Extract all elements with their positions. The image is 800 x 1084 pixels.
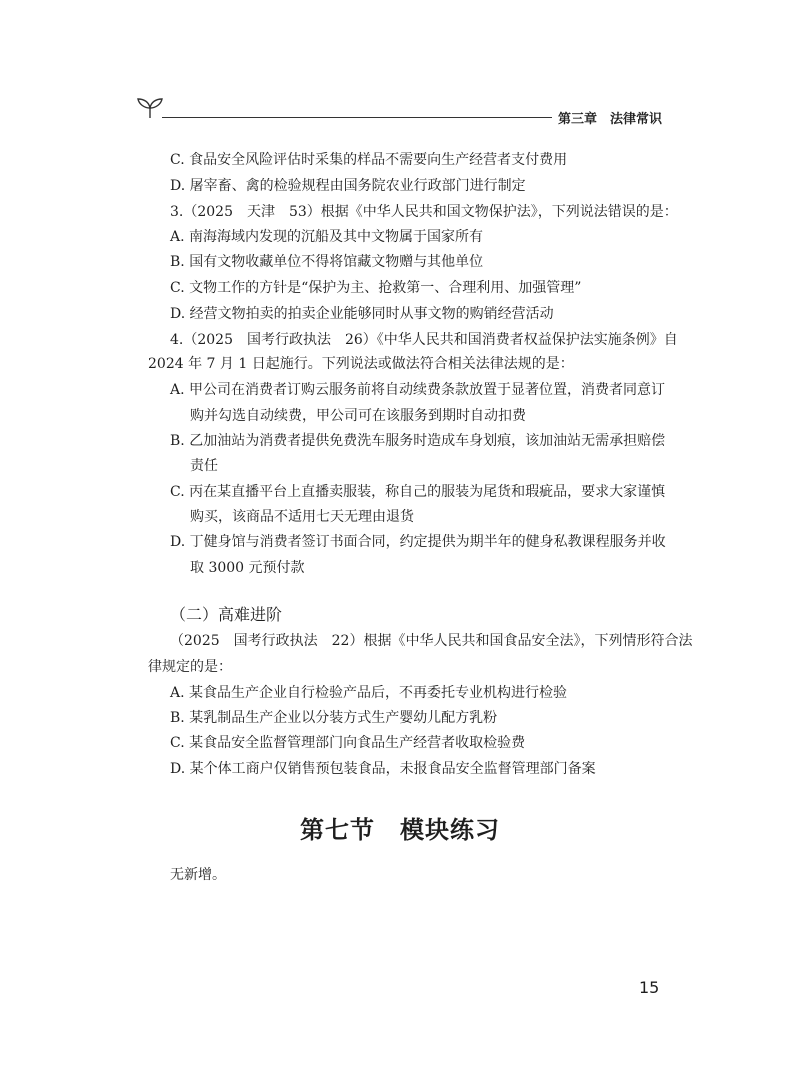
option-text: D. 屠宰畜、禽的检验规程由国务院农业行政部门进行制定 [170,178,526,194]
option-text: D. 某个体工商户仅销售预包装食品，未报食品安全监督管理部门备案 [170,761,596,777]
page-number: 15 [639,978,660,997]
question-text: 律规定的是： [148,659,232,675]
page-header [0,0,800,130]
chapter-title: 第三章 法律常识 [558,112,663,127]
question-text: 2024 年 7 月 1 日起施行。下列说法或做法符合相关法律法规的是： [148,356,574,372]
option-text: C. 丙在某直播平台上直播卖服装，称自己的服装为尾货和瑕疵品，要求大家谨慎 [170,484,666,500]
option-text: 购买，该商品不适用七天无理由退货 [190,509,414,525]
option-text: D. 经营文物拍卖的拍卖企业能够同时从事文物的购销经营活动 [170,306,554,322]
question-text: （2025 国考行政执法 22）根据《中华人民共和国食品安全法》，下列情形符合法 [170,633,693,649]
option-text: C. 某食品安全监督管理部门向食品生产经营者收取检验费 [170,735,526,751]
option-text: B. 某乳制品生产企业以分装方式生产婴幼儿配方乳粉 [170,710,498,726]
option-text: B. 乙加油站为消费者提供免费洗车服务时造成车身划痕，该加油站无需承担赔偿 [170,433,666,449]
option-text: C. 文物工作的方针是“保护为主、抢救第一、合理利用、加强管理” [170,280,582,296]
option-text: B. 国有文物收藏单位不得将馆藏文物赠与其他单位 [170,254,484,270]
section-heading: 第七节 模块练习 [300,816,500,844]
option-text: 购并勾选自动续费，甲公司可在该服务到期时自动扣费 [190,408,526,424]
option-text: C. 食品安全风险评估时采集的样品不需要向生产经营者支付费用 [170,152,568,168]
option-text: A. 南海海域内发现的沉船及其中文物属于国家所有 [170,229,484,245]
option-text: D. 丁健身馆与消费者签订书面合同，约定提供为期半年的健身私教课程服务并收 [170,534,666,550]
question-text: 3.（2025 天津 53）根据《中华人民共和国文物保护法》，下列说法错误的是： [170,204,678,220]
option-text: 取 3000 元预付款 [190,560,305,576]
option-text: A. 甲公司在消费者订购云服务前将自动续费条款放置于显著位置，消费者同意订 [170,382,666,398]
body-text: 无新增。 [170,867,226,883]
option-text: 责任 [190,458,218,474]
option-text: A. 某食品生产企业自行检验产品后，不再委托专业机构进行检验 [170,685,568,701]
question-text: 4.（2025 国考行政执法 26）《中华人民共和国消费者权益保护法实施条例》自 [170,332,678,348]
header-rule [162,117,552,118]
subsection-heading: （二）高难进阶 [170,605,283,624]
